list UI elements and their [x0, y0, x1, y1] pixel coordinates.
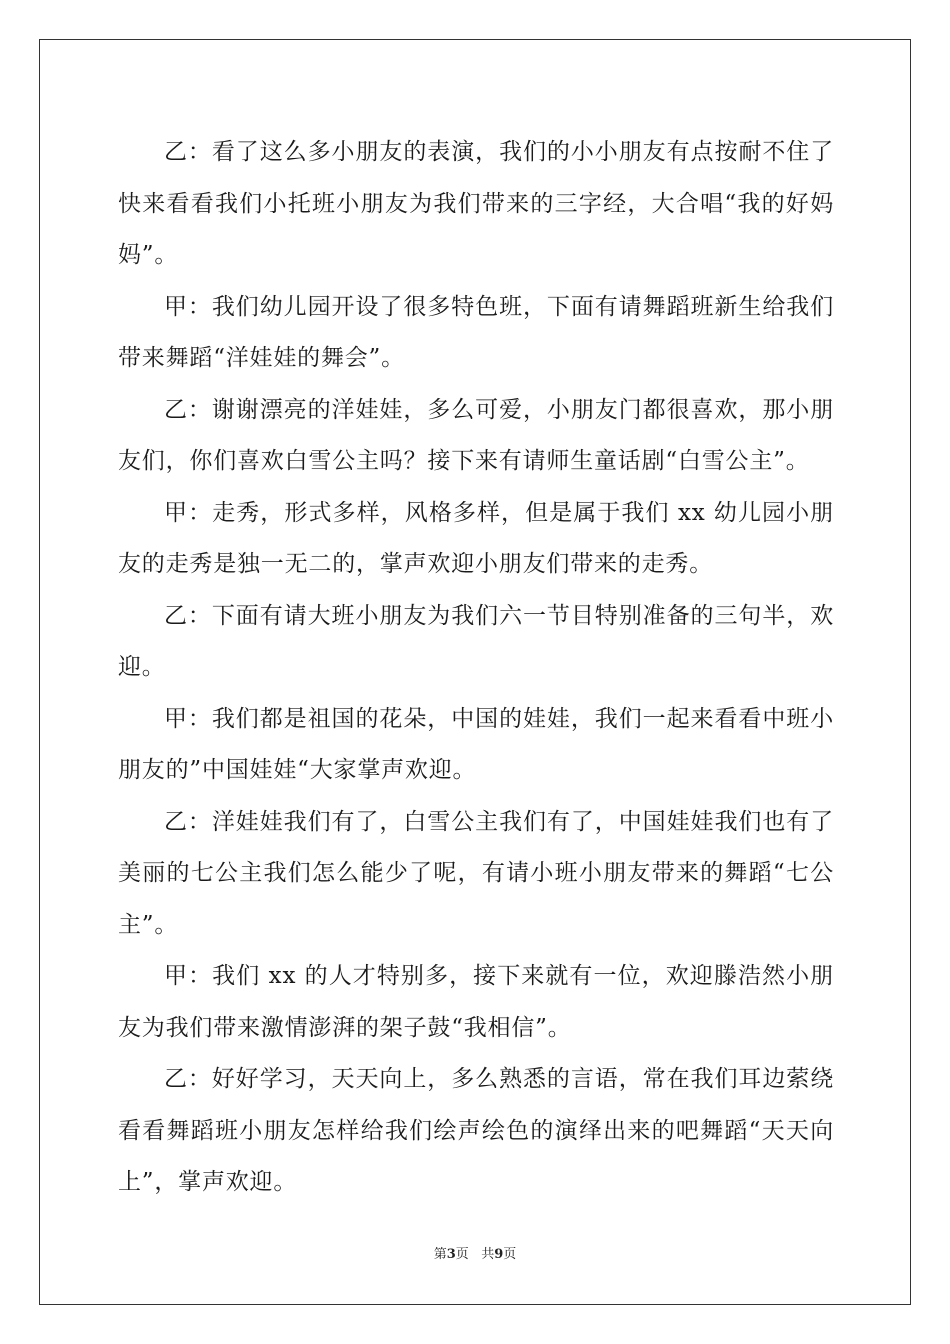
current-page-number: 3: [446, 1247, 456, 1262]
paragraph-6: 甲：我们都是祖国的花朵，中国的娃娃，我们一起来看看中班小朋友的”中国娃娃“大家掌声欢迎。: [118, 705, 834, 783]
footer-total-suffix: 页: [503, 1247, 517, 1262]
paragraph-9: 乙：好好学习，天天向上，多么熟悉的言语，常在我们耳边萦绕看看舞蹈班小朋友怎样给我们绘声绘色的演绎出来的吧舞蹈“天天向上”，掌声欢迎。: [118, 1066, 834, 1195]
page-footer: [0, 1246, 950, 1264]
paragraph-2: 甲：我们幼儿园开设了很多特色班，下面有请舞蹈班新生给我们带来舞蹈“洋娃娃的舞会”。: [118, 293, 834, 371]
footer-total-prefix: 共: [481, 1247, 495, 1262]
paragraph-5: 乙：下面有请大班小朋友为我们六一节目特别准备的三句半，欢迎。: [118, 602, 834, 680]
paragraph-7: 乙：洋娃娃我们有了，白雪公主我们有了，中国娃娃我们也有了美丽的七公主我们怎么能少了呢，有请小班小朋友带来的舞蹈“七公主”。: [118, 808, 834, 938]
total-page-number: 9: [494, 1247, 504, 1262]
paragraph-8: 甲：我们 xx 的人才特别多，接下来就有一位，欢迎滕浩然小朋友为我们带来激情澎湃的架子鼓“我相信”。: [118, 963, 834, 1041]
footer-page-suffix: 页: [455, 1247, 469, 1262]
document-body: [118, 127, 834, 1209]
paragraph-1: 乙：看了这么多小朋友的表演，我们的小小朋友有点按耐不住了快来看看我们小托班小朋友为我们带来的三字经，大合唱“我的好妈妈”。: [118, 139, 834, 268]
paragraph-3: 乙：谢谢漂亮的洋娃娃，多么可爱，小朋友门都很喜欢，那小朋友们，你们喜欢白雪公主吗？接下来有请师生童话剧“白雪公主”。: [118, 396, 834, 474]
paragraph-4: 甲：走秀，形式多样，风格多样，但是属于我们 xx 幼儿园小朋友的走秀是独一无二的，掌声欢迎小朋友们带来的走秀。: [118, 499, 834, 577]
footer-prefix: 第: [433, 1247, 447, 1262]
